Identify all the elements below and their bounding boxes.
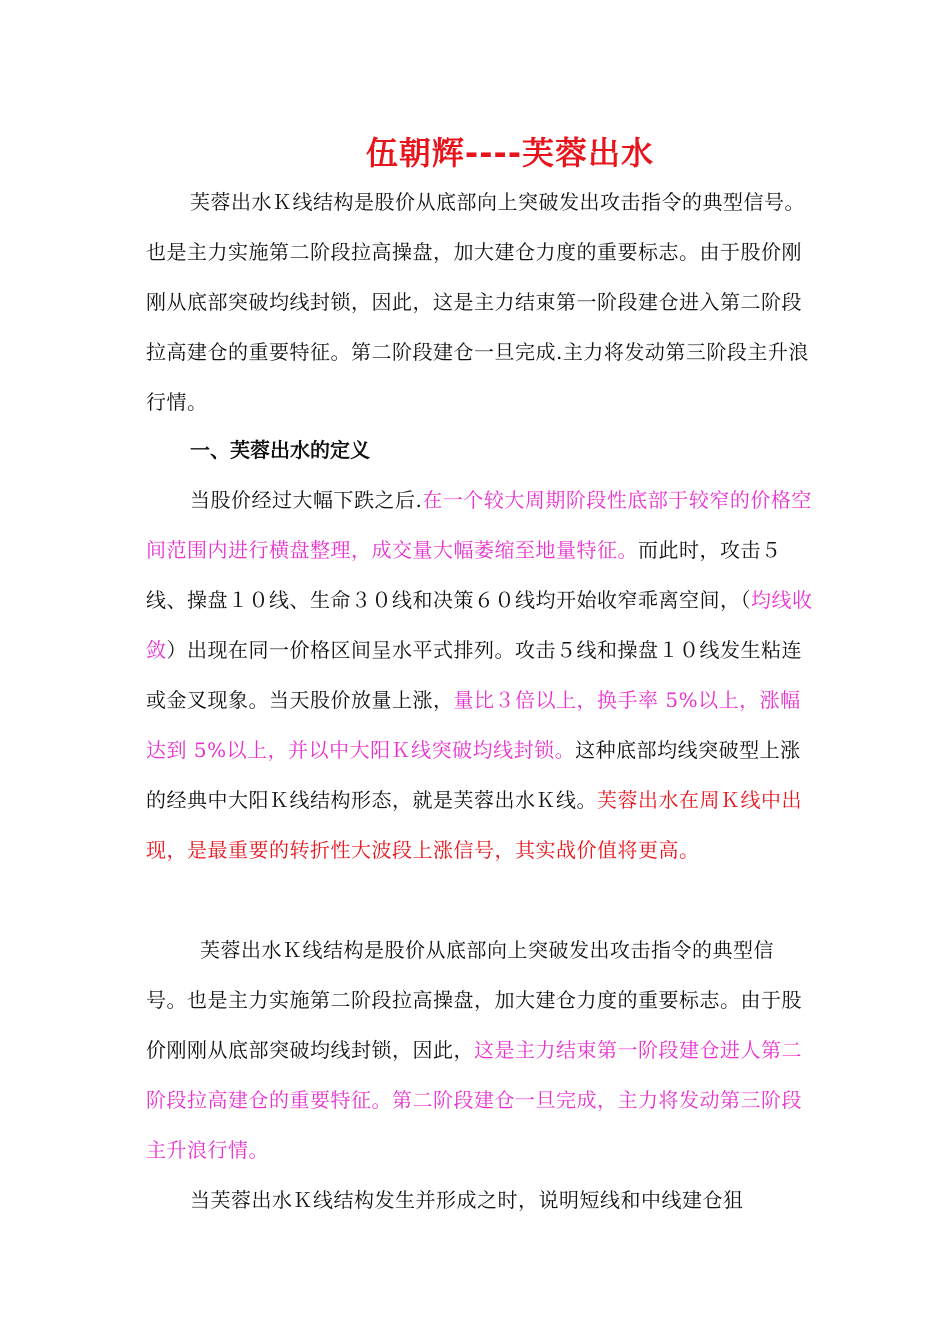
page-title: 伍朝辉----芙蓉出水	[365, 134, 655, 172]
repeat-highlight: 这是主力结束第一阶段建仓进人第二阶段拉高建仓的重要特征。第二阶段建仓一旦完成，主力将发动第三阶段主升浪行情。	[146, 1038, 802, 1162]
definition-highlight-3: 量比３倍以上，换手率 5%以上，涨幅达到 5%以上，并以中大阳Ｋ线突破均线封锁。	[146, 688, 801, 762]
repeat-text	[146, 925, 814, 1175]
intro-paragraph	[146, 177, 814, 427]
repeat-sentence-1: 芙蓉出水Ｋ线结构是股价从底部向上突破发出攻击指令的典型信号。也是主力实施第二阶段拉高操盘，加大建仓力度的重要标志。由于股价刚刚从底部突破均线封锁，因此，	[146, 938, 802, 1062]
definition-sentence-5: ）出现在同一价格区间呈水平式排列。攻击５线和操盘１０线发生粘连或金叉现象。当天股价放量上涨，	[146, 638, 802, 712]
repeat-paragraph	[146, 925, 814, 1175]
last-paragraph	[146, 1175, 814, 1225]
section-heading: 一、芙蓉出水的定义	[190, 438, 370, 462]
definition-sentence-1: 当股价经过大幅下跌之后.	[190, 488, 423, 512]
intro-text: 芙蓉出水Ｋ线结构是股价从底部向上突破发出攻击指令的典型信号。也是主力实施第二阶段拉高操盘，加大建仓力度的重要标志。由于股价刚刚从底部突破均线封锁，因此，这是主力结束第一阶段建仓进入第二阶段拉高建仓的重要特征。第二阶段建仓一旦完成.主力将发动第三阶段主升浪行情。	[146, 190, 809, 414]
definition-text	[146, 475, 814, 875]
definition-paragraph	[146, 475, 814, 875]
last-text: 当芙蓉出水Ｋ线结构发生并形成之时，说明短线和中线建仓狙	[190, 1188, 744, 1212]
definition-sentence-7: 这种底部均线突破型上涨的经典中大阳Ｋ线结构形态，就是芙蓉出水Ｋ线。	[146, 738, 801, 812]
definition-highlight-2: 均线收敛	[146, 588, 813, 662]
definition-highlight-1: 在一个较大周期阶段性底部于较窄的价格空间范围内进行横盘整理，成交量大幅萎缩至地量特征。	[146, 488, 812, 562]
definition-sentence-3: 而此时，攻击５线、操盘１０线、生命３０线和决策６０线均开始收窄乖离空间，（	[146, 538, 782, 612]
definition-highlight-red: 芙蓉出水在周Ｋ线中出现，是最重要的转折性大波段上涨信号，其实战价值将更高。	[146, 788, 802, 862]
